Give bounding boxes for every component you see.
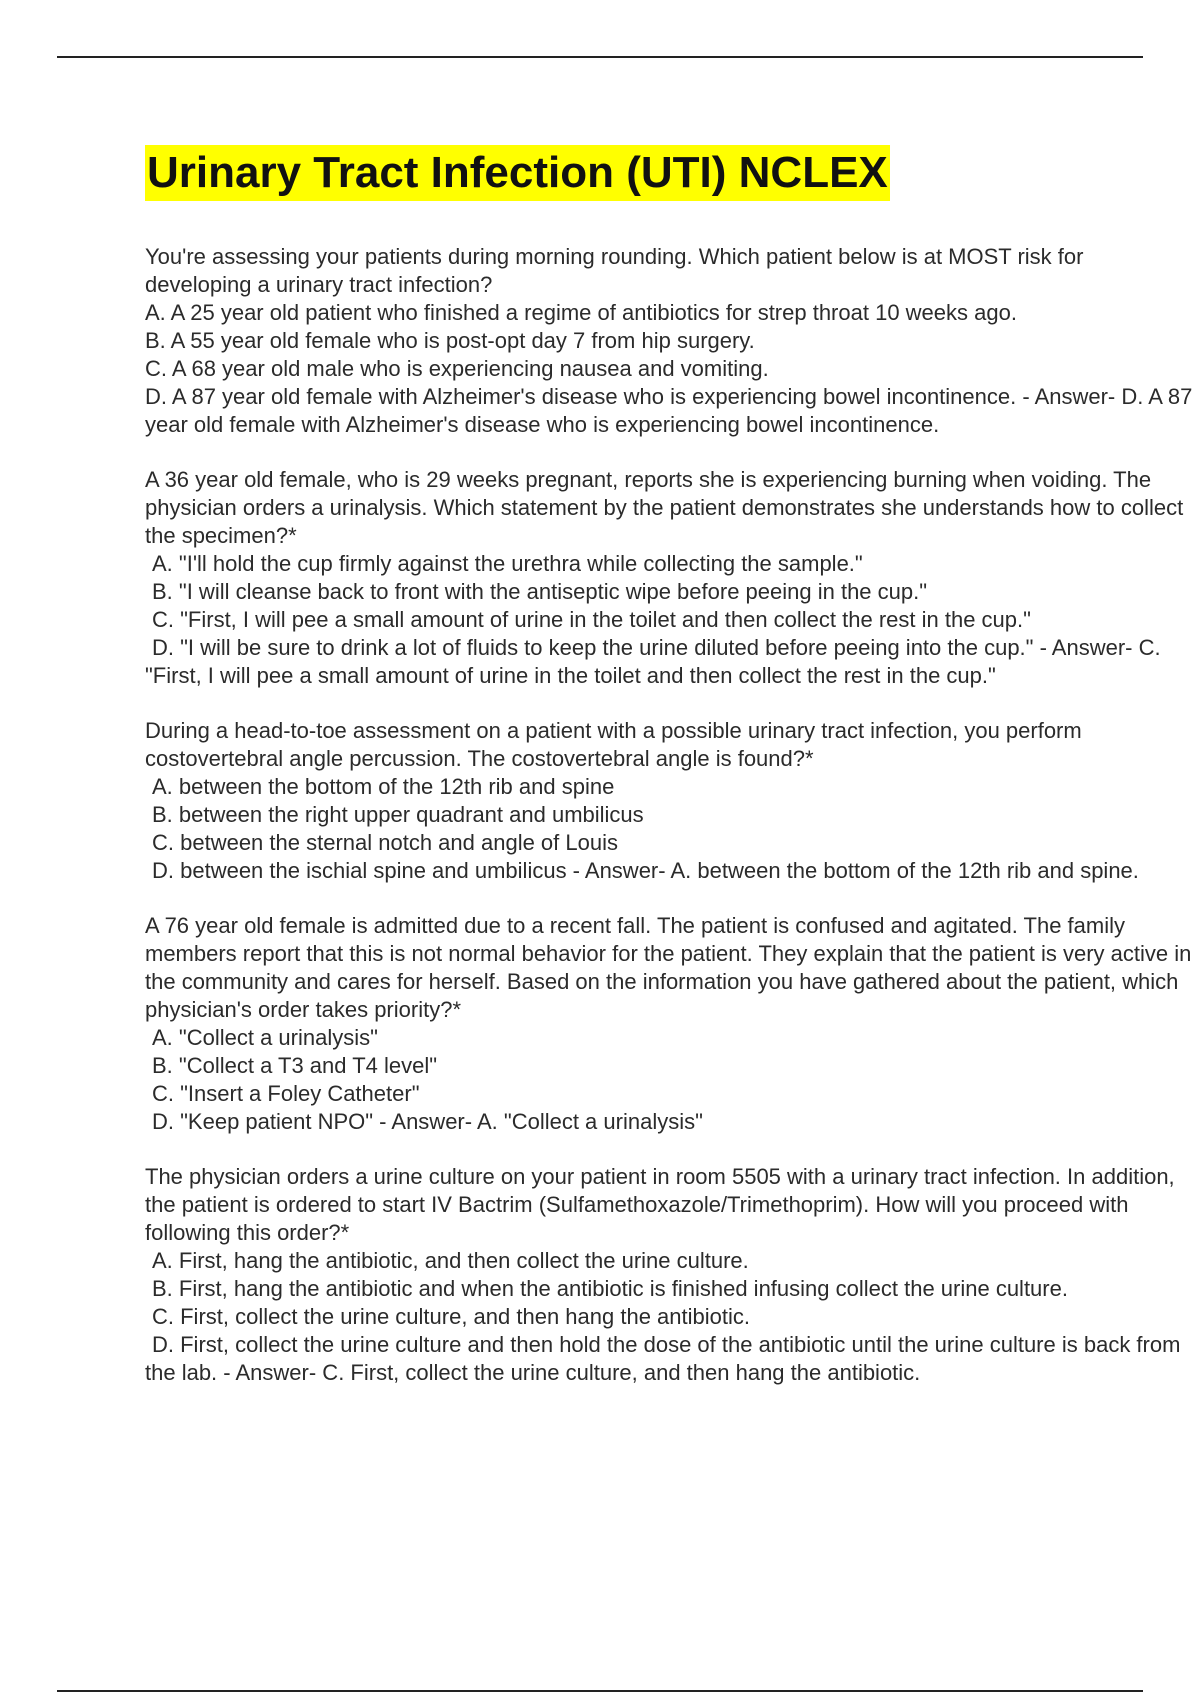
option-b: B. between the right upper quadrant and umbilicus	[152, 802, 644, 827]
question-1	[145, 243, 1195, 439]
question-3	[145, 717, 1195, 885]
question-2	[145, 466, 1195, 690]
option-b: B. "I will cleanse back to front with the antiseptic wipe before peeing in the cup."	[152, 579, 928, 604]
option-c: C. A 68 year old male who is experiencing nausea and vomiting.	[145, 356, 769, 381]
option-b: B. First, hang the antibiotic and when the antibiotic is finished infusing collect the urine culture.	[152, 1276, 1068, 1301]
question-stem: You're assessing your patients during morning rounding. Which patient below is at MOST risk for developing a urinary tract infection?	[145, 244, 1084, 297]
footer-rule	[57, 1690, 1143, 1692]
option-c: C. "First, I will pee a small amount of urine in the toilet and then collect the rest in the cup."	[152, 607, 1031, 632]
question-list	[145, 243, 1195, 1414]
question-stem: A 36 year old female, who is 29 weeks pregnant, reports she is experiencing burning when voiding. The physician orders a urinalysis. Which statement by the patient demonstrates she understands how to collect the specimen?*	[145, 467, 1184, 548]
header-rule	[57, 56, 1143, 58]
option-a: A. A 25 year old patient who finished a regime of antibiotics for strep throat 10 weeks ago.	[145, 300, 1017, 325]
option-b: B. A 55 year old female who is post-opt day 7 from hip surgery.	[145, 328, 755, 353]
option-d-with-answer: D. "Keep patient NPO" - Answer- A. "Collect a urinalysis"	[152, 1109, 703, 1134]
question-4	[145, 912, 1195, 1136]
option-d-with-answer	[145, 857, 1195, 885]
option-a: A. "Collect a urinalysis"	[152, 1025, 378, 1050]
option-a: A. between the bottom of the 12th rib and spine	[152, 774, 615, 799]
question-5	[145, 1163, 1195, 1387]
page-title: Urinary Tract Infection (UTI) NCLEX	[145, 145, 890, 201]
question-stem: The physician orders a urine culture on your patient in room 5505 with a urinary tract infection. In addition, the patient is ordered to start IV Bactrim (Sulfamethoxazole/Trimethoprim). How will you proceed with following this order?*	[145, 1164, 1175, 1245]
option-d-text: D. "I will be sure to drink a lot of fluids to keep the urine diluted before peeing into the cup." - Answer- C. "First, I will pee a small amount of urine in the toilet and then collect the rest in the cup."	[145, 635, 1161, 688]
option-c: C. "Insert a Foley Catheter"	[152, 1081, 420, 1106]
question-stem: During a head-to-toe assessment on a patient with a possible urinary tract infection, you perform costovertebral angle percussion. The costovertebral angle is found?*	[145, 718, 1082, 771]
option-d-with-answer: D. A 87 year old female with Alzheimer's disease who is experiencing bowel incontinence. - Answer- D. A 87 year old female with Alzheimer's disease who is experiencing bowel incontinence.	[145, 384, 1193, 437]
option-d-with-answer	[145, 1331, 1195, 1387]
option-b: B. "Collect a T3 and T4 level"	[152, 1053, 438, 1078]
title-block	[145, 145, 890, 201]
option-d-with-answer	[145, 634, 1195, 690]
option-d-text: D. First, collect the urine culture and then hold the dose of the antibiotic until the urine culture is back from the lab. - Answer- C. First, collect the urine culture, and then hang the antibiotic.	[145, 1332, 1181, 1385]
option-d-text: D. between the ischial spine and umbilicus - Answer- A. between the bottom of the 12th rib and spine.	[152, 858, 1139, 883]
option-c: C. First, collect the urine culture, and then hang the antibiotic.	[152, 1304, 750, 1329]
option-a: A. First, hang the antibiotic, and then collect the urine culture.	[152, 1248, 749, 1273]
option-a: A. "I'll hold the cup firmly against the urethra while collecting the sample."	[152, 551, 863, 576]
option-c: C. between the sternal notch and angle of Louis	[152, 830, 618, 855]
question-stem: A 76 year old female is admitted due to a recent fall. The patient is confused and agitated. The family members report that this is not normal behavior for the patient. They explain that the patient is very active in the community and cares for herself. Based on the information you have gathered about the patient, which physician's order takes priority?*	[145, 913, 1192, 1022]
